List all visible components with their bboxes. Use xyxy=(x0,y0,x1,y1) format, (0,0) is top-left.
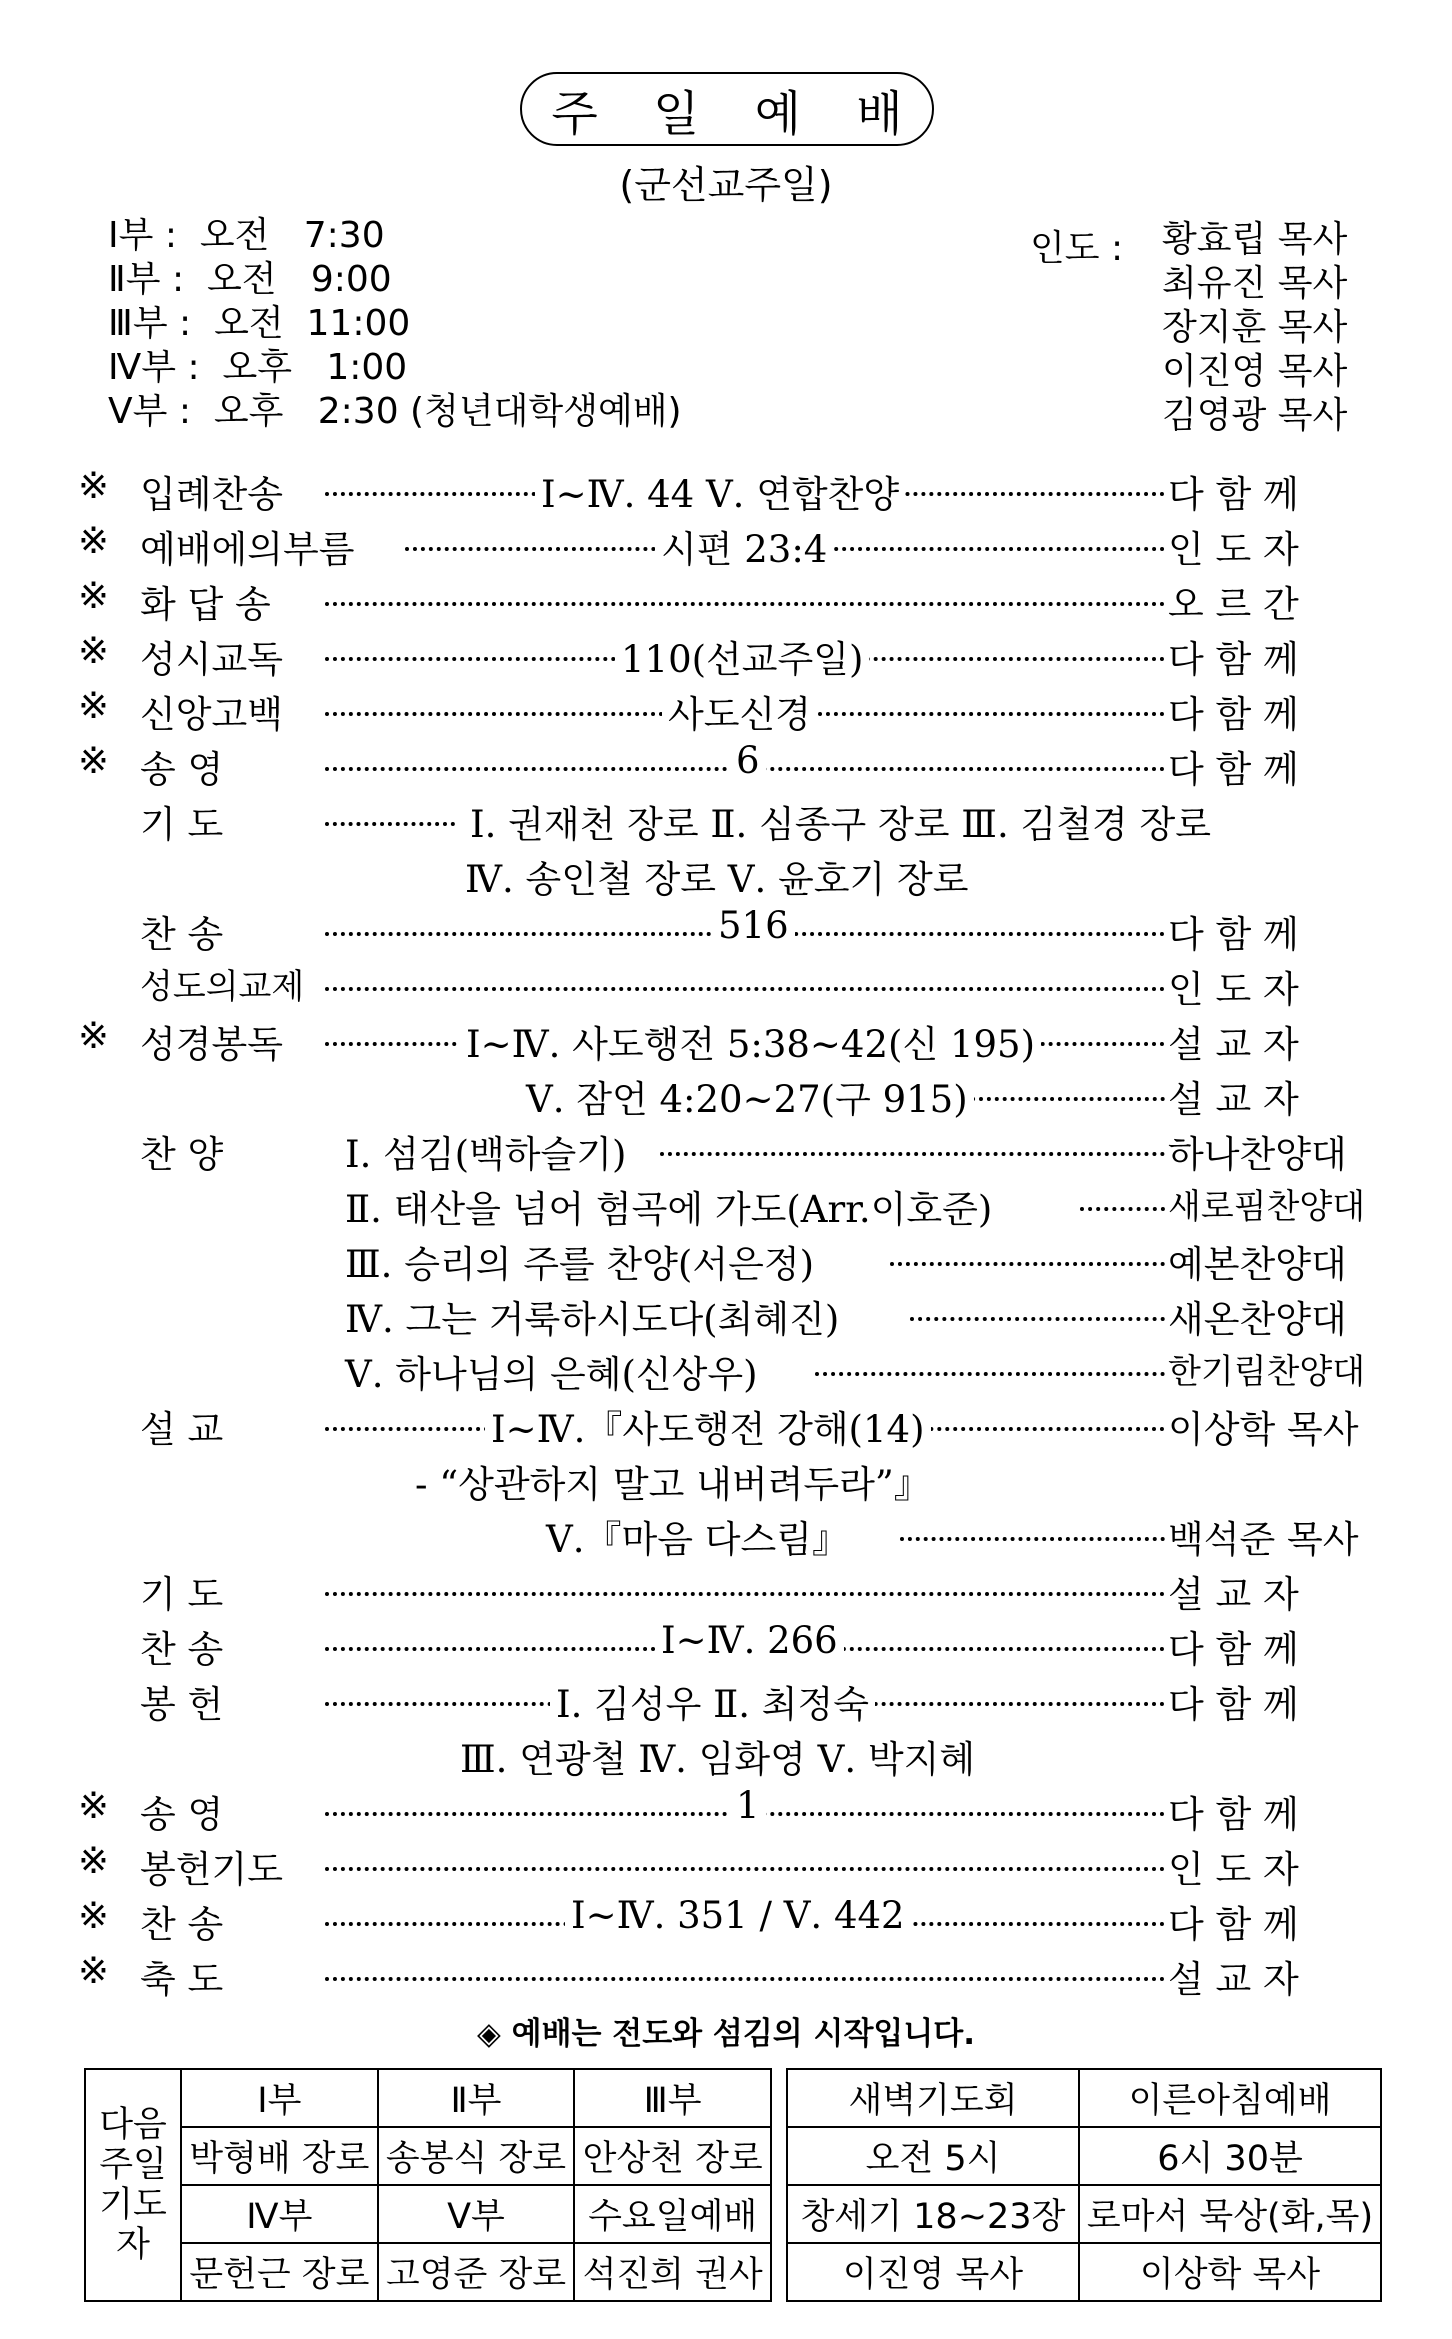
order-row xyxy=(0,513,1452,571)
table-cell: 새벽기도회 xyxy=(787,2069,1079,2127)
table-cell: 이른아침예배 xyxy=(1079,2069,1381,2127)
leader-name: 장지훈 목사 xyxy=(1162,307,1348,348)
order-content: Ⅰ~Ⅳ.『사도행전 강해(14) xyxy=(485,1399,931,1453)
row-header: 다음 주일 기도자 xyxy=(85,2069,181,2301)
standing-mark: ※ xyxy=(78,519,110,562)
order-by: 다 함 께 xyxy=(1168,473,1299,516)
leader-name: 황효립 목사 xyxy=(1162,219,1348,260)
standing-mark: ※ xyxy=(78,1894,110,1937)
order-by: 백석준 목사 xyxy=(1168,1518,1359,1561)
order-by: 이상학 목사 xyxy=(1168,1408,1359,1451)
order-row xyxy=(0,1888,1452,1946)
anthem-text: Ⅰ. 섬김(백하슬기) xyxy=(345,1124,632,1178)
order-content: Ⅰ. 김성우 Ⅱ. 최정숙 xyxy=(550,1674,875,1728)
table-cell: 송봉식 장로 xyxy=(378,2127,575,2185)
anthem-text: Ⅱ. 태산을 넘어 험곡에 가도(Arr.이호준) xyxy=(345,1179,998,1233)
order-row xyxy=(0,898,1452,956)
leader-dots xyxy=(890,1262,1165,1266)
leader-dots xyxy=(325,1592,1165,1596)
order-label: 성경봉독 xyxy=(140,1023,283,1066)
table-cell: Ⅲ부 xyxy=(574,2069,771,2127)
leader-dots xyxy=(325,1867,1165,1871)
order-label: 화 답 송 xyxy=(140,583,271,626)
order-row-continued xyxy=(0,843,1452,901)
page-subtitle: (군선교주일) xyxy=(619,163,833,207)
order-by: 다 함 께 xyxy=(1168,1903,1299,1946)
order-label: 기 도 xyxy=(140,803,224,846)
order-row-continued xyxy=(0,1173,1452,1231)
table-cell: 이진영 목사 xyxy=(787,2243,1079,2301)
order-by: 설 교 자 xyxy=(1168,1078,1299,1121)
order-label: 설 교 xyxy=(140,1408,224,1451)
order-content: 1 xyxy=(730,1784,766,1827)
anthem-text: Ⅴ. 하나님의 은혜(신상우) xyxy=(345,1344,764,1398)
footer-note: ◈ 예배는 전도와 섬김의 시작입니다. xyxy=(476,2016,976,2052)
leader-name: 최유진 목사 xyxy=(1162,263,1348,304)
table-cell: Ⅰ부 xyxy=(181,2069,378,2127)
order-row xyxy=(0,1668,1452,1726)
order-row xyxy=(0,1118,1452,1176)
leader-dots xyxy=(325,1977,1165,1981)
table-cell: 안상천 장로 xyxy=(574,2127,771,2185)
table-cell: 창세기 18~23장 xyxy=(787,2185,1079,2243)
order-by: 다 함 께 xyxy=(1168,913,1299,956)
order-content: Ⅴ.『마음 다스림』 xyxy=(540,1509,855,1563)
order-row xyxy=(0,953,1452,1011)
table-cell: 6시 30분 xyxy=(1079,2127,1381,2185)
leader-dots xyxy=(910,1317,1165,1321)
anthem-choir: 한기림찬양대 xyxy=(1168,1352,1366,1392)
table-cell: 로마서 묵상(화,목) xyxy=(1079,2185,1381,2243)
table-cell: 문헌근 장로 xyxy=(181,2243,378,2301)
order-content: Ⅰ~Ⅳ. 44 Ⅴ. 연합찬양 xyxy=(535,464,905,518)
order-row xyxy=(0,1943,1452,2001)
order-by: 설 교 자 xyxy=(1168,1958,1299,2001)
order-label: 신앙고백 xyxy=(140,693,283,736)
leader-name: 김영광 목사 xyxy=(1162,395,1348,436)
order-row-continued xyxy=(0,1283,1452,1341)
standing-mark: ※ xyxy=(78,739,110,782)
order-row-continued xyxy=(0,1063,1452,1121)
order-row xyxy=(0,1393,1452,1451)
order-label: 봉 헌 xyxy=(140,1683,224,1726)
table-cell: 석진희 권사 xyxy=(574,2243,771,2301)
order-content: 시편 23:4 xyxy=(655,519,833,573)
standing-mark: ※ xyxy=(78,684,110,727)
standing-mark: ※ xyxy=(78,629,110,672)
order-label: 찬 송 xyxy=(140,1903,224,1946)
order-by: 다 함 께 xyxy=(1168,748,1299,791)
order-row xyxy=(0,1008,1452,1066)
leader-dots xyxy=(1080,1207,1165,1211)
order-row xyxy=(0,788,1452,846)
order-label: 예배에의부름 xyxy=(140,528,355,571)
anthem-choir: 하나찬양대 xyxy=(1168,1133,1347,1176)
order-row xyxy=(0,678,1452,736)
order-content: Ⅴ. 잠언 4:20~27(구 915) xyxy=(520,1069,974,1123)
leader-dots xyxy=(660,1152,1165,1156)
order-content: Ⅳ. 송인철 장로 Ⅴ. 윤호기 장로 xyxy=(465,858,969,901)
order-content: 사도신경 xyxy=(662,684,817,738)
order-by: 다 함 께 xyxy=(1168,638,1299,681)
leader-label: 인도 : xyxy=(1030,228,1124,269)
service-2: Ⅱ부 : 오전 9:00 xyxy=(108,259,392,300)
service-5: Ⅴ부 : 오후 2:30 (청년대학생예배) xyxy=(108,391,682,432)
order-label: 축 도 xyxy=(140,1958,224,2001)
order-content: 110(선교주일) xyxy=(615,629,869,683)
table-cell: 이상학 목사 xyxy=(1079,2243,1381,2301)
order-row-continued xyxy=(0,1723,1452,1781)
order-content: Ⅲ. 연광철 Ⅳ. 임화영 Ⅴ. 박지혜 xyxy=(460,1738,976,1781)
table-cell: 박형배 장로 xyxy=(181,2127,378,2185)
order-row-continued xyxy=(0,1338,1452,1396)
order-by: 다 함 께 xyxy=(1168,1793,1299,1836)
order-label: 기 도 xyxy=(140,1573,224,1616)
order-by: 다 함 께 xyxy=(1168,693,1299,736)
order-row xyxy=(0,458,1452,516)
leader-name: 이진영 목사 xyxy=(1162,351,1348,392)
leader-dots xyxy=(325,602,1165,606)
page-title: 주 일 예 배 xyxy=(520,72,934,146)
standing-mark: ※ xyxy=(78,574,110,617)
leader-dots xyxy=(325,987,1165,991)
anthem-text: Ⅳ. 그는 거룩하시도다(최혜진) xyxy=(345,1289,845,1343)
anthem-choir: 새로핌찬양대 xyxy=(1168,1187,1366,1227)
table-cell: 오전 5시 xyxy=(787,2127,1079,2185)
order-label: 성도의교제 xyxy=(140,967,305,1007)
leader-dots xyxy=(815,1372,1165,1376)
order-by: 설 교 자 xyxy=(1168,1023,1299,1066)
order-row-continued xyxy=(0,1228,1452,1286)
order-label: 송 영 xyxy=(140,1793,224,1836)
order-by: 다 함 께 xyxy=(1168,1628,1299,1671)
order-content: Ⅰ. 권재천 장로 Ⅱ. 심종구 장로 Ⅲ. 김철경 장로 xyxy=(470,803,1211,846)
order-by: 인 도 자 xyxy=(1168,528,1299,571)
order-by: 설 교 자 xyxy=(1168,1573,1299,1616)
leader-dots xyxy=(900,1537,1165,1541)
order-content: - “상관하지 말고 내버려두라”』 xyxy=(415,1463,931,1506)
table-cell: Ⅴ부 xyxy=(378,2185,575,2243)
standing-mark: ※ xyxy=(78,1839,110,1882)
standing-mark: ※ xyxy=(78,464,110,507)
anthem-text: Ⅲ. 승리의 주를 찬양(서은정) xyxy=(345,1234,820,1288)
order-row-continued xyxy=(0,1448,1452,1506)
order-label: 찬 양 xyxy=(140,1133,224,1176)
order-label: 찬 송 xyxy=(140,913,224,956)
order-label: 송 영 xyxy=(140,748,224,791)
order-row xyxy=(0,1613,1452,1671)
order-by: 오 르 간 xyxy=(1168,583,1299,626)
morning-prayer-table xyxy=(786,2068,1382,2302)
order-label: 입례찬송 xyxy=(140,473,283,516)
order-content: 516 xyxy=(712,904,795,947)
service-3: Ⅲ부 : 오전 11:00 xyxy=(108,303,411,344)
order-by: 다 함 께 xyxy=(1168,1683,1299,1726)
order-row xyxy=(0,1778,1452,1836)
order-label: 봉헌기도 xyxy=(140,1848,283,1891)
table-cell: Ⅳ부 xyxy=(181,2185,378,2243)
anthem-choir: 새온찬양대 xyxy=(1168,1298,1347,1341)
order-row xyxy=(0,568,1452,626)
order-content: Ⅰ~Ⅳ. 사도행전 5:38~42(신 195) xyxy=(460,1014,1041,1068)
order-row-continued xyxy=(0,1503,1452,1561)
service-4: Ⅳ부 : 오후 1:00 xyxy=(108,347,408,388)
order-label: 성시교독 xyxy=(140,638,283,681)
standing-mark: ※ xyxy=(78,1949,110,1992)
order-row xyxy=(0,1833,1452,1891)
order-row xyxy=(0,623,1452,681)
order-content: Ⅰ~Ⅳ. 351 / Ⅴ. 442 xyxy=(565,1894,911,1937)
table-cell: 고영준 장로 xyxy=(378,2243,575,2301)
order-row xyxy=(0,733,1452,791)
prayer-table xyxy=(84,2068,772,2302)
service-1: Ⅰ부 : 오전 7:30 xyxy=(108,215,385,256)
order-content: 6 xyxy=(730,739,766,782)
standing-mark: ※ xyxy=(78,1784,110,1827)
table-cell: Ⅱ부 xyxy=(378,2069,575,2127)
order-label: 찬 송 xyxy=(140,1628,224,1671)
order-content: Ⅰ~Ⅳ. 266 xyxy=(655,1619,844,1662)
table-cell: 수요일예배 xyxy=(574,2185,771,2243)
order-row xyxy=(0,1558,1452,1616)
standing-mark: ※ xyxy=(78,1014,110,1057)
order-by: 인 도 자 xyxy=(1168,1848,1299,1891)
leader-dots xyxy=(325,822,455,826)
order-by: 인 도 자 xyxy=(1168,968,1299,1011)
anthem-choir: 예본찬양대 xyxy=(1168,1243,1347,1286)
